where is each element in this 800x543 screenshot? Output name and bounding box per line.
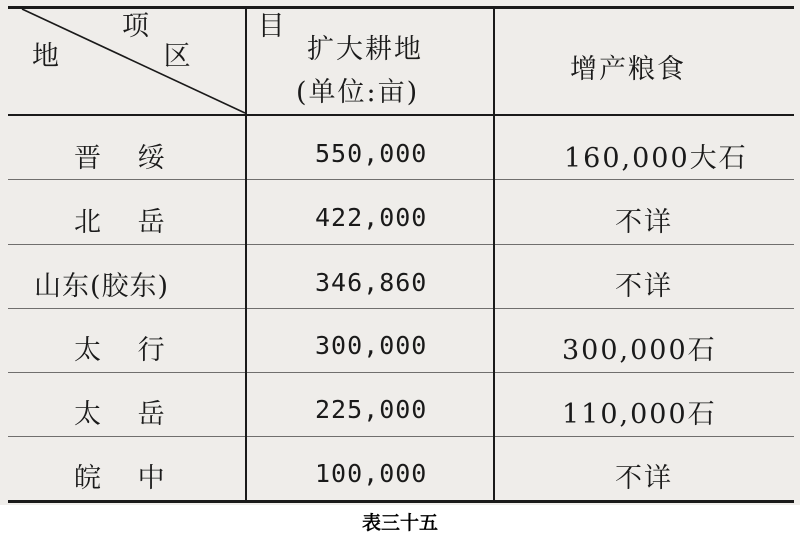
region-cell: 皖 中: [74, 463, 179, 494]
land-cell: 100,000: [315, 459, 428, 488]
header-corner-bottom: [32, 40, 239, 110]
region-cell: 山东(胶东): [34, 271, 170, 302]
land-cell: 346,860: [315, 268, 428, 297]
grain-cell: 300,000石: [562, 335, 717, 366]
region-cell: 晋 绥: [74, 143, 179, 174]
header-grain-title: 增产粮食: [570, 54, 686, 85]
table-caption: 表三十五: [361, 512, 438, 534]
grain-cell: 160,000大石: [564, 143, 748, 174]
header-corner-bottom-text: 地 区: [32, 41, 239, 72]
header-corner-top-text: 项 目: [122, 11, 335, 42]
row-divider: [8, 179, 794, 180]
land-cell: 422,000: [315, 203, 428, 232]
header-land-unit: (单位:亩): [296, 77, 420, 108]
region-cell: 太 岳: [74, 399, 179, 430]
row-divider: [8, 244, 794, 245]
header-land-title: 扩大耕地: [307, 34, 423, 65]
land-cell: 225,000: [315, 395, 428, 424]
grain-cell: 不详: [615, 271, 673, 302]
land-cell: 550,000: [315, 139, 428, 168]
row-divider: [8, 436, 794, 437]
row-divider: [8, 372, 794, 373]
land-cell: 300,000: [315, 331, 428, 360]
region-cell: 北 岳: [74, 207, 179, 238]
grain-cell: 不详: [615, 463, 673, 494]
grain-cell: 不详: [615, 207, 673, 238]
row-divider: [8, 308, 794, 309]
grain-cell: 110,000石: [562, 399, 717, 430]
region-cell: 太 行: [74, 335, 179, 366]
